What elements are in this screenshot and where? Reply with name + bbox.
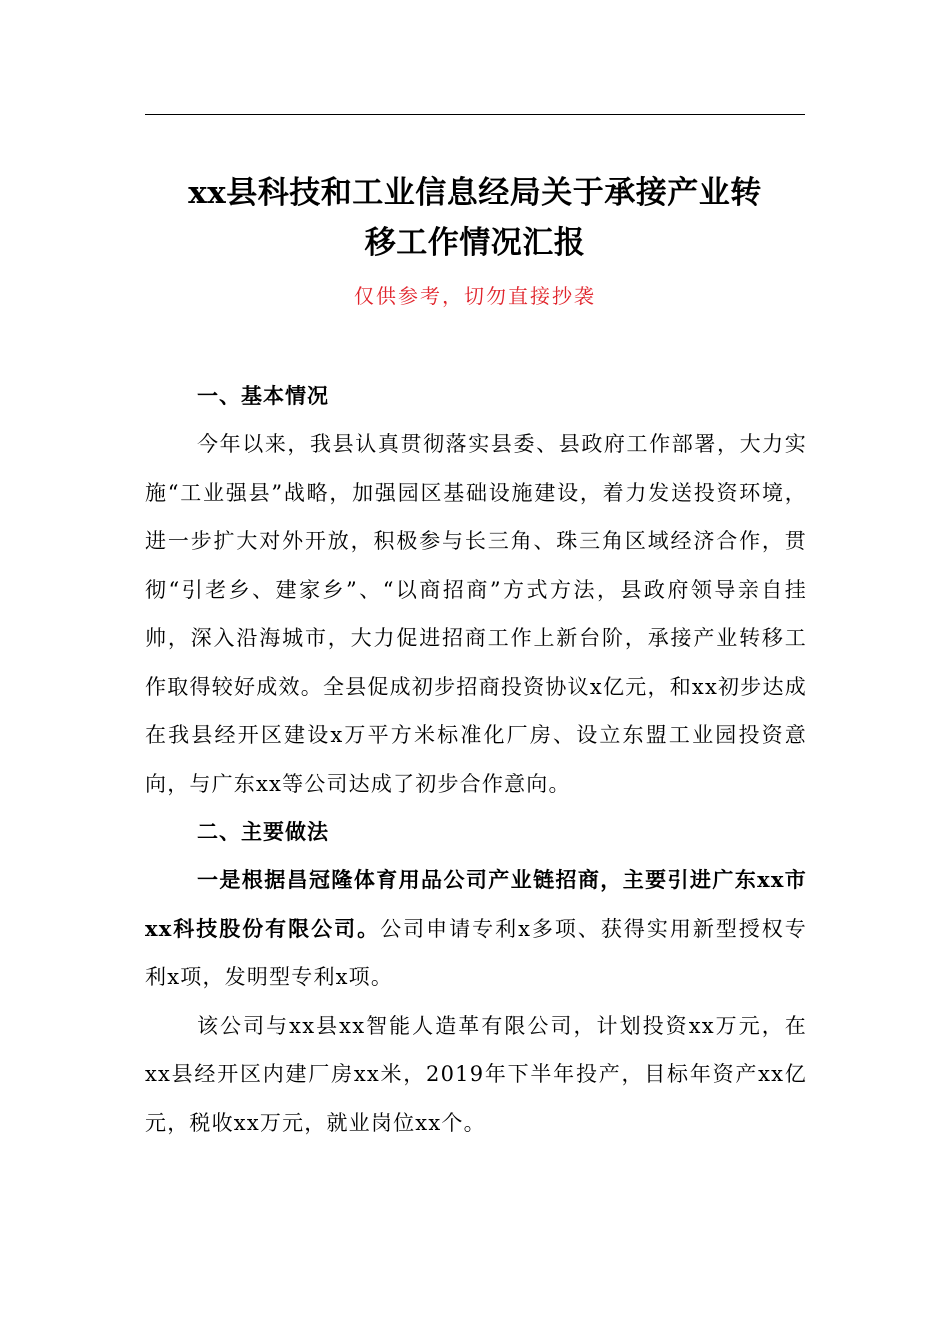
paragraph-measure-one: [145, 856, 807, 1002]
title-line-2: 移工作情况汇报: [364, 225, 586, 261]
header-rule: [145, 114, 805, 115]
paragraph-measure-one-rest: 公司申请专利x多项、获得实用新型授权专利x项，发明型专利x项。: [145, 916, 807, 989]
paragraph-basic-situation: 今年以来，我县认真贯彻落实县委、县政府工作部署，大力实施“工业强县”战略，加强园区基础设施建设，着力发送投资环境，进一步扩大对外开放，积极参与长三角、珠三角区域经济合作，贯彻“引老乡、建家乡”、“以商招商”方式方法，县政府领导亲自挂帅，深入沿海城市，大力促进招商工作上新台阶，承接产业转移工作取得较好成效。全县促成初步招商投资协议x亿元，和xx初步达成在我县经开区建设x万平方米标准化厂房、设立东盟工业园投资意向，与广东xx等公司达成了初步合作意向。: [145, 432, 807, 796]
document-body: [145, 372, 807, 1147]
reference-note: 仅供参考，切勿直接抄袭: [354, 284, 596, 308]
paragraph-lead-bold: 一是根据昌冠隆体育用品公司产业链招商，主要引进广东xx市xx科技股份有限公司。: [145, 867, 807, 941]
document-title: [145, 168, 805, 268]
section-heading-basic: 一、基本情况: [197, 384, 329, 408]
section-heading-measures: 二、主要做法: [197, 820, 329, 844]
paragraph-company-plan: 该公司与xx县xx智能人造革有限公司，计划投资xx万元，在xx县经开区内建厂房xx米，2019年下半年投产，目标年资产xx亿元，税收xx万元，就业岗位xx个。: [145, 1013, 807, 1135]
title-line-1: xx县科技和工业信息经局关于承接产业转: [188, 175, 762, 211]
